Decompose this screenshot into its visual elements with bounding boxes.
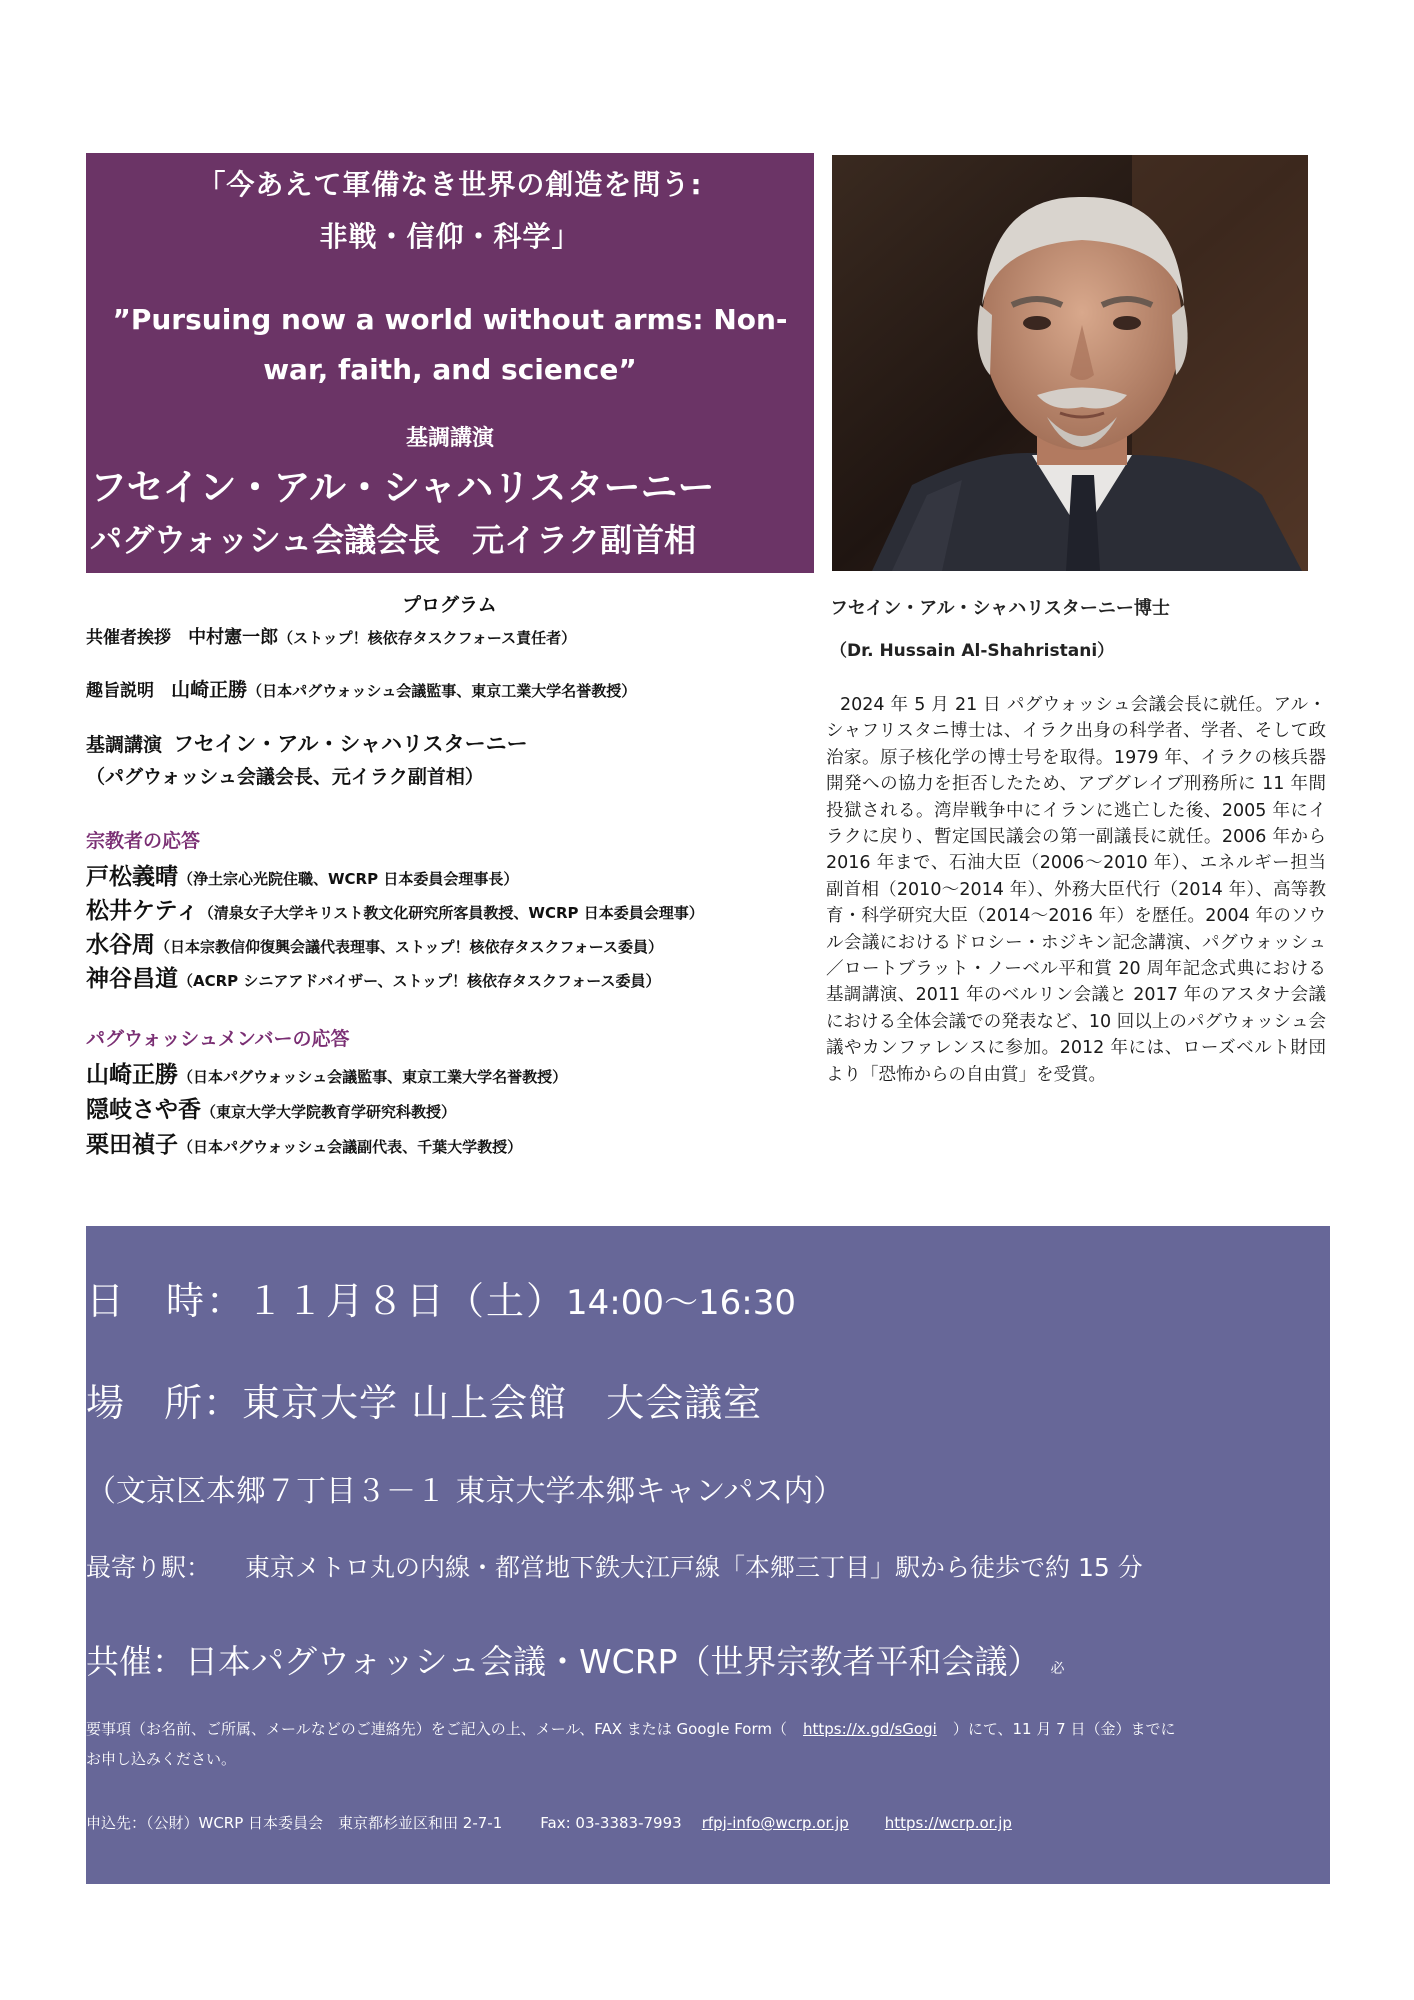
religious-respondent [86, 858, 518, 891]
apply-address: 申込先：（公財）WCRP 日本委員会 東京都杉並区和田 2-7-1 [86, 1814, 503, 1832]
respondent-affiliation: （ACRP シニアアドバイザー、ストップ！核依存タスクフォース委員） [178, 972, 661, 990]
respondent-affiliation: （日本パグウォッシュ会議監事、東京工業大学名誉教授） [178, 1068, 568, 1086]
keynote-label: 基調講演 [405, 426, 494, 451]
program-purpose [86, 675, 636, 702]
application-note-deadline: ）にて、11 月 7 日（金）までに [952, 1720, 1176, 1738]
program-cohost-greeting [86, 623, 576, 649]
pugwash-respondent [86, 1126, 522, 1159]
event-place: 場 所：東京大学 山上会館 大会議室 [86, 1381, 763, 1425]
event-time: 14:00～16:30 [566, 1283, 796, 1323]
event-address: （文京区本郷７丁目３－１ 東京大学本郷キャンパス内） [86, 1474, 844, 1509]
application-note-line1 [86, 1718, 1175, 1739]
cohost-greeting-name: 中村憲一郎 [188, 627, 279, 648]
respondent-name: 水谷周 [86, 932, 155, 958]
note-prefix: 必 [1050, 1661, 1065, 1677]
event-station [86, 1548, 1143, 1584]
respondent-affiliation: （日本宗教信仰復興会議代表理事、ストップ！核依存タスクフォース委員） [155, 938, 664, 956]
pugwash-respondent [86, 1056, 567, 1089]
title-jp-line2: 非戦・信仰・科学」 [319, 220, 581, 253]
respondent-name: 隠岐さや香 [86, 1097, 201, 1123]
event-date-label: 日 時：１１月８日（土） [86, 1279, 567, 1323]
fax-number: Fax: 03-3383-7993 [540, 1814, 682, 1832]
application-note-line2: お申し込みください。 [86, 1750, 237, 1768]
respondent-name: 松井ケティ [86, 898, 199, 924]
religious-respondent [86, 926, 663, 959]
respondent-affiliation: （浄土宗心光院住職、WCRP 日本委員会理事長） [178, 870, 519, 888]
speaker-title: パグウォッシュ会議会長 元イラク副首相 [90, 521, 697, 559]
speaker-photo [832, 155, 1308, 571]
respondent-affiliation: （清泉女子大学キリスト教文化研究所客員教授、WCRP 日本委員会理事） [198, 904, 704, 922]
title-en-line2: war, faith, and science” [263, 353, 637, 386]
cohost-greeting-affiliation: （ストップ！核依存タスクフォース責任者） [278, 629, 577, 647]
contact-email-link[interactable]: rfpj-info@wcrp.or.jp [701, 1814, 849, 1832]
respondent-affiliation: （東京大学大学院教育学研究科教授） [201, 1103, 457, 1121]
respondent-name: 山崎正勝 [86, 1062, 178, 1088]
event-date [86, 1270, 796, 1325]
program-keynote [86, 728, 528, 758]
pugwash-response-heading: パグウォッシュメンバーの応答 [86, 1028, 350, 1050]
respondent-affiliation: （日本パグウォッシュ会議副代表、千葉大学教授） [178, 1138, 523, 1156]
title-jp-line1: 「今あえて軍備なき世界の創造を問う: [197, 168, 703, 201]
program-keynote-affiliation: （パグウォッシュ会議会長、元イラク副首相） [86, 766, 484, 788]
cohost-greeting-label: 共催者挨拶 [86, 628, 171, 648]
program-heading: プログラム [402, 594, 497, 616]
religious-respondent [86, 960, 661, 993]
application-note-text: 要事項（お名前、ご所属、メールなどのご連絡先）をご記入の上、メール、FAX または Google Form（ [86, 1720, 787, 1738]
website-link[interactable]: https://wcrp.or.jp [884, 1814, 1012, 1832]
purpose-name: 山崎正勝 [171, 679, 248, 701]
station-directions: 東京メトロ丸の内線・都営地下鉄大江戸線「本郷三丁目」駅から徒歩で約 15 分 [245, 1553, 1143, 1582]
program-keynote-label: 基調講演 [86, 734, 163, 756]
google-form-link[interactable]: https://x.gd/sGogi [802, 1720, 937, 1738]
event-info-box [86, 1226, 1330, 1884]
station-label: 最寄り駅： [86, 1553, 212, 1582]
respondent-name: 栗田禎子 [86, 1132, 178, 1158]
pugwash-respondent [86, 1091, 456, 1124]
title-banner [86, 153, 814, 573]
speaker-name: フセイン・アル・シャハリスターニー [90, 466, 715, 509]
speaker-portrait-image [832, 155, 1308, 571]
speaker-biography: 2024 年 5 月 21 日 パグウォッシュ会議会長に就任。アル・シャフリスタニ博士は、イラク出身の科学者、学者、そして政治家。原子核化学の博士号を取得。1979 年、イラクの核兵器開発への協力を拒否したため、アブグレイブ刑務所に 11 年間投獄される。湾岸戦争中にイランに逃亡した後、2005 年にイラクに戻り、暫定国民議会の第一副議長に就任。2006 年から 2016 年まで、石油大臣（2006～2010 年）、エネルギー担当副首相（2010～2014 年）、外務大臣代行（2014 年）、高等教育・科学研究大臣（2014～2016 年）を歴任。2004 年のソウル会議におけるドロシー・ホジキン記念講演、パグウォッシュ／ロートブラット・ノーベル平和賞 20 周年記念式典における基調講演、2011 年のベルリン会議と 2017 年のアスタナ会議における全体会議での発表など、10 回以上のパグウォッシュ会議やカンファレンスに参加。2012 年には、ローズベルト財団より「恐怖からの自由賞」を受賞。 [826, 695, 1326, 1085]
respondent-name: 戸松義晴 [86, 864, 178, 890]
purpose-label: 趣旨説明 [86, 681, 154, 701]
photo-caption-en: （Dr. Hussain Al-Shahristani） [830, 641, 1115, 661]
program-keynote-name: フセイン・アル・シャハリスターニー [173, 732, 528, 756]
respondent-name: 神谷昌道 [86, 966, 178, 992]
application-contact [86, 1812, 1012, 1833]
purpose-affiliation: （日本パグウォッシュ会議監事、東京工業大学名誉教授） [247, 682, 637, 700]
photo-caption-jp: フセイン・アル・シャハリスターニー博士 [830, 598, 1170, 619]
cohost-text: 共催：日本パグウォッシュ会議・WCRP（世界宗教者平和会議） [86, 1642, 1041, 1681]
religious-response-heading: 宗教者の応答 [86, 830, 201, 852]
event-cohost [86, 1636, 1065, 1683]
title-en-line1: ”Pursuing now a world without arms: Non- [112, 303, 788, 336]
religious-respondent [86, 892, 704, 925]
